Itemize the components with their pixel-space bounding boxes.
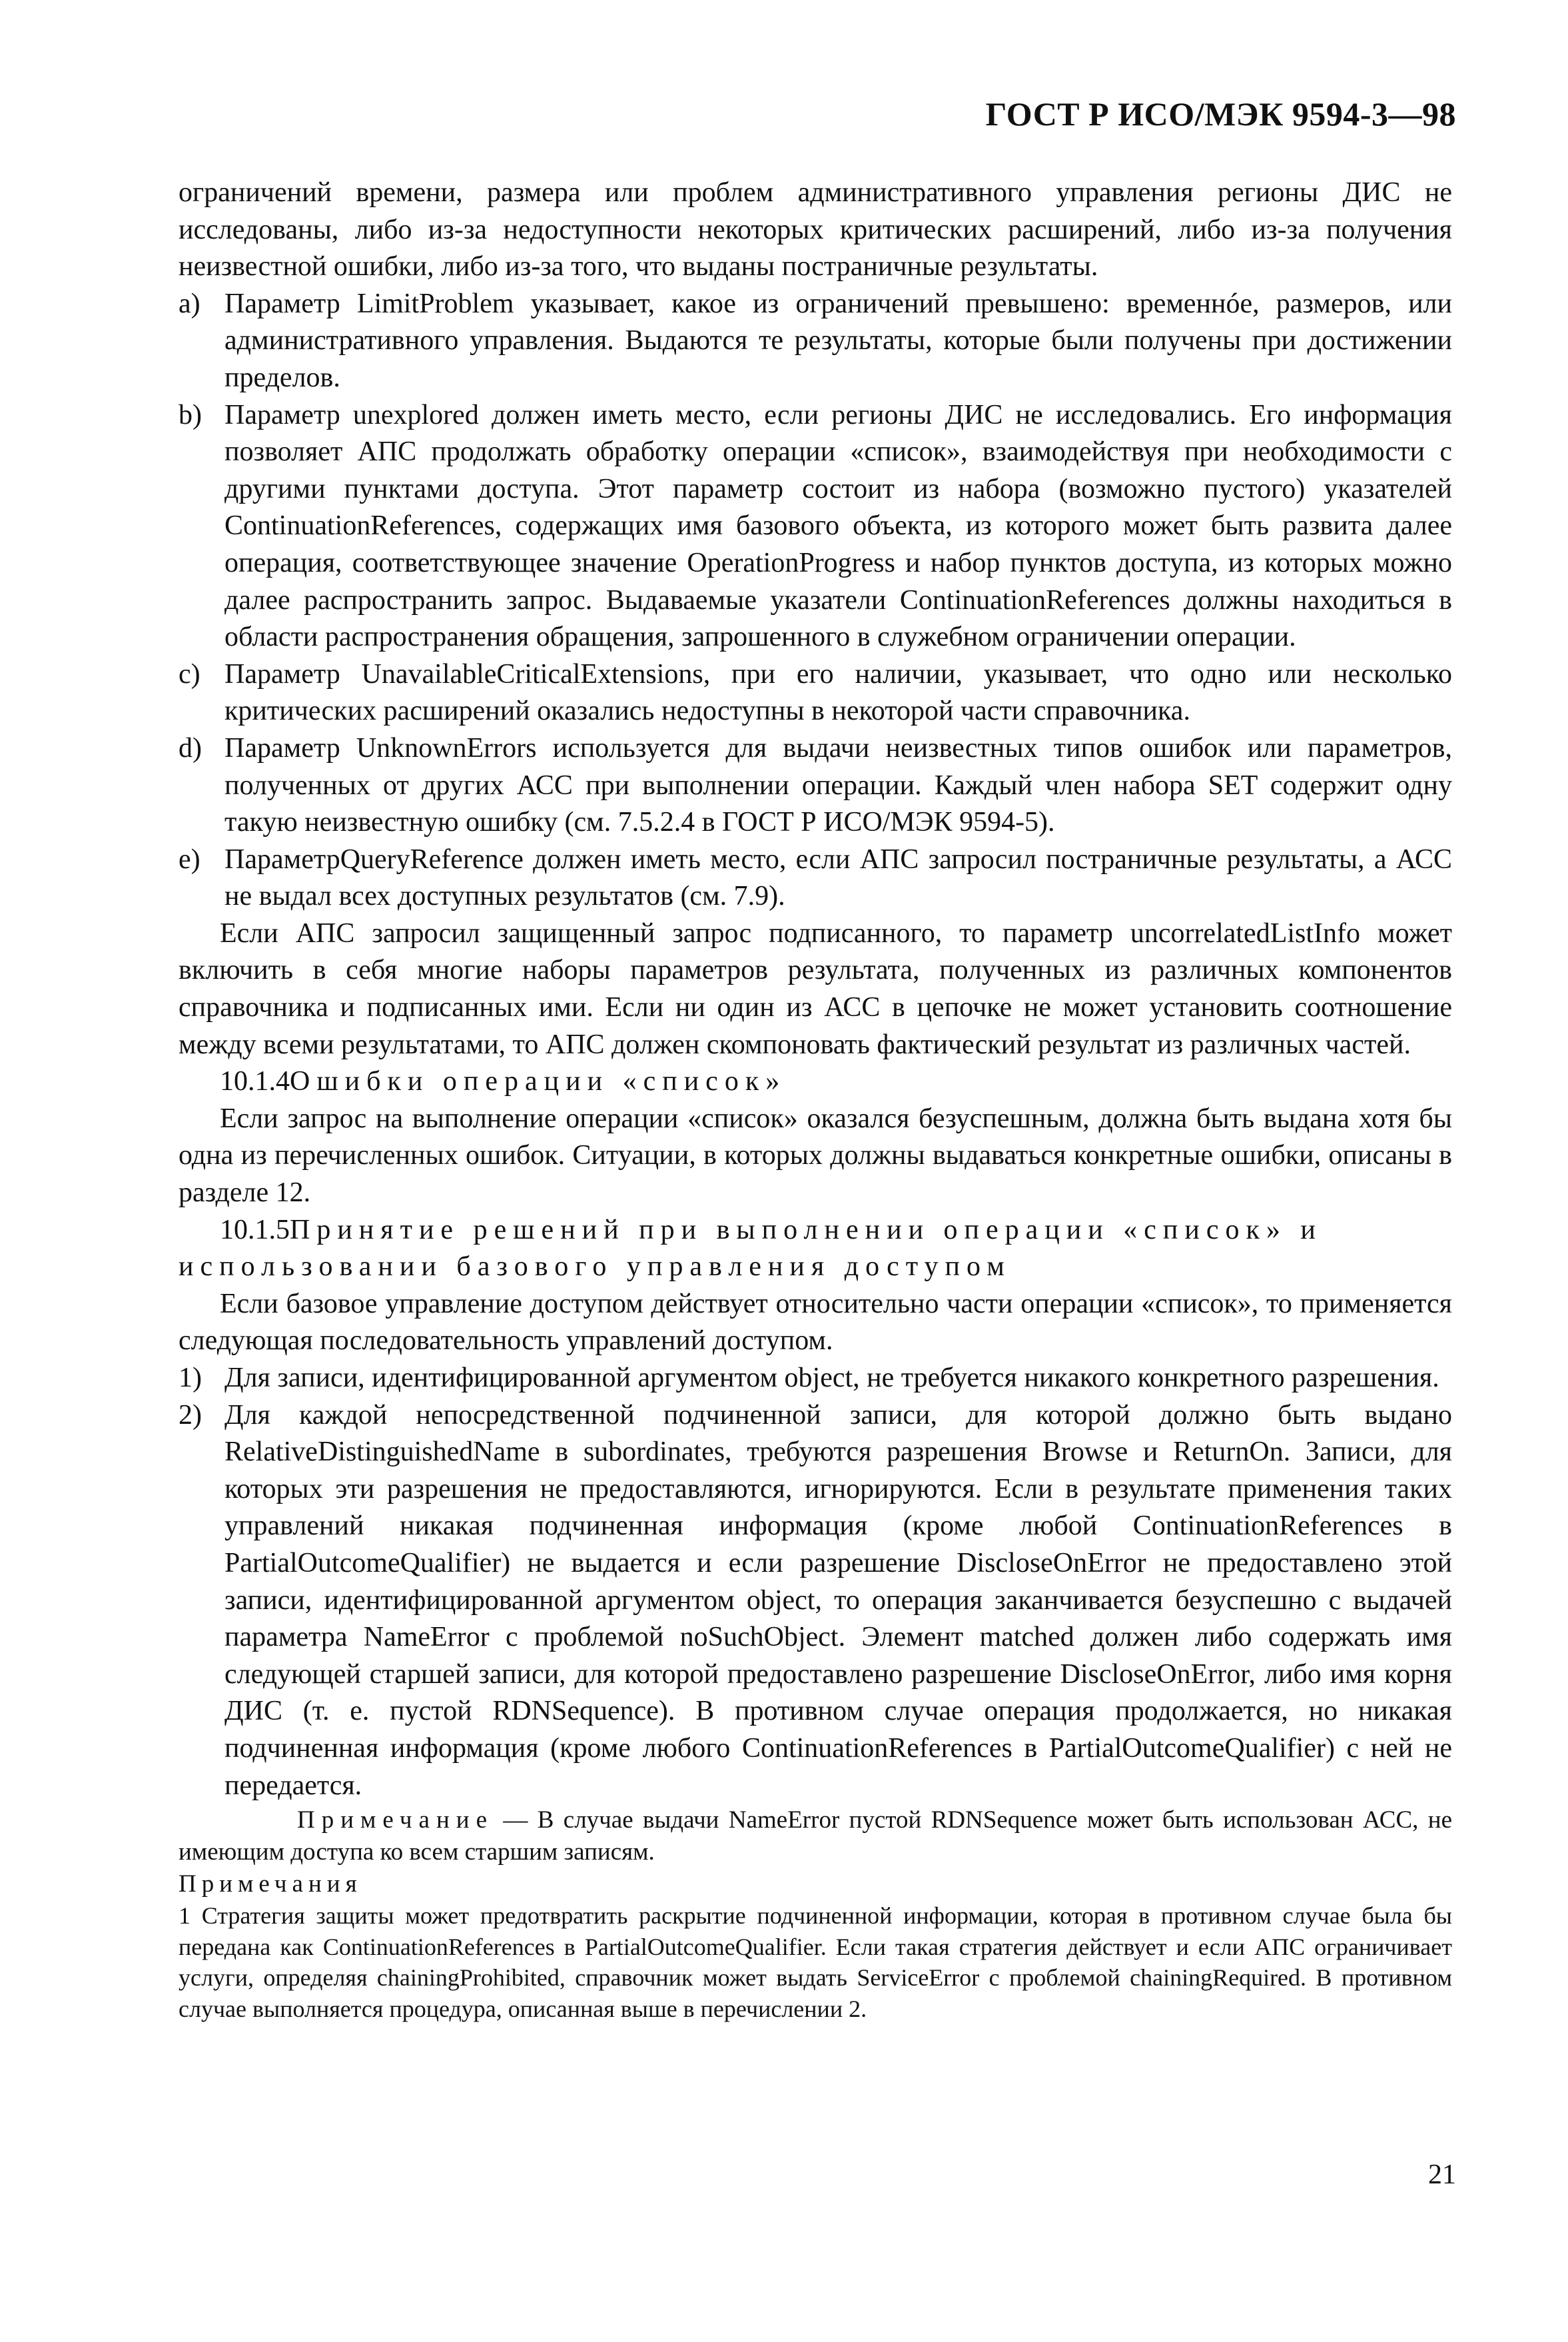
list-text-d: Параметр UnknownErrors используется для выдачи неизвестных типов ошибок или параметров, полученных от других АСС при выполнении операции. Каждый член набора SET содержит одну такую неизвестную ошибку (см. 7.5.2.4 в ГОСТ Р ИСО/МЭК 9594-5). — [224, 732, 1452, 838]
section-title-10-1-5: Принятие решений при выполнении операции «список» и использовании базового управления доступом — [179, 1214, 1322, 1283]
inline-note-label: Примечание — [297, 1806, 494, 1834]
numbered-text-1: Для записи, идентифицированной аргументом object, не требуется никакого конкретного разрешения. — [224, 1363, 1439, 1393]
paragraph-intro: ограничений времени, размера или проблем административного управления регионы ДИС не исследованы, либо из-за недоступности некоторых критических расширений, либо из-за получения неизвестной ошибки, либо из-за того, что выданы постраничные результаты. — [179, 177, 1452, 283]
paragraph-basic-access-control: Если базовое управление доступом действует относительно части операции «список», то применяется следующая последовательность управлений доступом. — [179, 1288, 1452, 1357]
section-heading-10-1-5 — [179, 1212, 1452, 1286]
list-marker-a: a) — [179, 288, 200, 319]
list-marker-e: e) — [179, 844, 200, 875]
page-number: 21 — [1428, 2159, 1456, 2190]
numbered-marker-1: 1) — [179, 1363, 202, 1393]
section-number-10-1-5: 10.1.5 — [220, 1214, 290, 1245]
list-item-c — [179, 656, 1452, 730]
section-number-10-1-4: 10.1.4 — [220, 1066, 290, 1097]
note-1: 1 Стратегия защиты может предотвратить раскрытие подчиненной информации, которая в противном случае была бы передана как ContinuationReferences в PartialOutcomeQualifier. Если такая стратегия действует и если АПС ограничивает услуги, определяя chainingProhibited, справочник может выдать ServiceError с проблемой chainingRequired. В противном случае выполняется процедура, описанная выше в перечислении 2. — [179, 1902, 1452, 2022]
paragraph-signed-request: Если АПС запросил защищенный запрос подписанного, то параметр uncorrelatedListInfo может включить в себя многие наборы параметров результата, полученных из различных компонентов справочника и подписанных ими. Если ни один из АСС в цепочке не может установить соотношение между всеми результатами, то АПС должен скомпоновать фактический результат из различных частей. — [179, 917, 1452, 1060]
inline-note-text: — В случае выдачи NameError пустой RDNSequence может быть использован АСС, не имеющим доступа ко всем старшим записям. — [179, 1806, 1452, 1866]
document-body — [179, 175, 1452, 2024]
page-header-standard-id: ГОСТ Р ИСО/МЭК 9594-3—98 — [985, 95, 1456, 133]
list-marker-b: b) — [179, 399, 202, 430]
list-marker-c: c) — [179, 658, 200, 690]
inline-note — [179, 1804, 1452, 1868]
list-item-e — [179, 842, 1452, 915]
numbered-item-1 — [179, 1360, 1452, 1397]
list-text-e: ПараметрQueryReference должен иметь место, если АПС запросил постраничные результаты, а АСС не выдал всех доступных результатов (см. 7.9). — [224, 844, 1452, 912]
list-item-d — [179, 730, 1452, 842]
section-title-10-1-4: Ошибки операции «список» — [290, 1066, 787, 1097]
paragraph-list-errors: Если запрос на выполнение операции «список» оказался безуспешным, должна быть выдана хотя бы одна из перечисленных ошибок. Ситуации, в которых должны выдаваться конкретные ошибки, описаны в разделе 12. — [179, 1103, 1452, 1209]
numbered-text-2: Для каждой непосредственной подчиненной записи, для которой должно быть выдано RelativeDistinguishedName в subordinates, требуются разрешения Browse и ReturnOn. Записи, для которых эти разрешения не предоставляются, игнорируются. Если в результате применения таких управлений никакая подчиненная информация (кроме любой ContinuationReferences в PartialOutcomeQualifier) не выдается и если разрешение DiscloseOnError не предоставлено этой записи, идентифицированной аргументом object, то операция заканчивается безуспешно с выдачей параметра NameError с проблемой noSuchObject. Элемент matched должен либо содержать имя следующей старшей записи, для которой предоставлено разрешение DiscloseOnError, либо имя корня ДИС (т. е. пустой RDNSequence). В противном случае операция продолжается, но никакая подчиненная информация (кроме любого ContinuationReferences в PartialOutcomeQualifier) с ней не передается. — [224, 1399, 1452, 1801]
section-heading-10-1-4 — [179, 1063, 1452, 1101]
list-item-b — [179, 397, 1452, 656]
list-text-c: Параметр UnavailableCriticalExtensions, при его наличии, указывает, что одно или несколько критических расширений оказались недоступны в некоторой части справочника. — [224, 658, 1452, 727]
numbered-marker-2: 2) — [179, 1399, 202, 1431]
list-text-a: Параметр LimitProblem указывает, какое из ограничений превышено: временнóе, размеров, или административного управления. Выдаются те результаты, которые были получены при достижении пределов. — [224, 288, 1452, 393]
list-item-a — [179, 286, 1452, 397]
numbered-item-2 — [179, 1397, 1452, 1805]
list-marker-d: d) — [179, 732, 202, 764]
list-text-b: Параметр unexplored должен иметь место, если регионы ДИС не исследовались. Его информация позволяет АПС продолжать обработку операции «список», взаимодействуя при необходимости с другими пунктами доступа. Этот параметр состоит из набора (возможно пустого) указателей ContinuationReferences, содержащих имя базового объекта, из которого может быть развита далее операция, соответствующее значение OperationProgress и набор пунктов доступа, из которых можно далее распространить запрос. Выдаваемые указатели ContinuationReferences должны находиться в области распространения обращения, запрошенного в служебном ограничении операции. — [224, 399, 1452, 653]
notes-title: Примечания — [179, 1870, 362, 1898]
